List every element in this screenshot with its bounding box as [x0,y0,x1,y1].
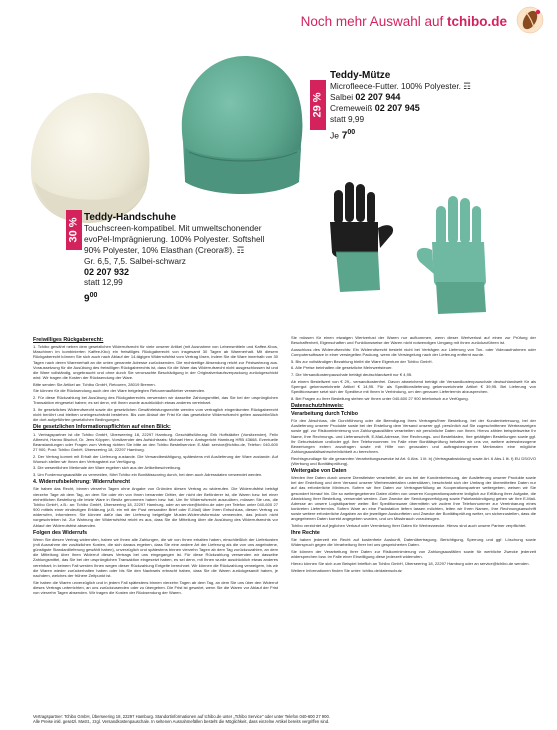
header-tagline[interactable] [301,14,507,29]
legal-paragraph: Wenn Sie diesen Vertrag widerrufen, haben wir Ihnen alle Zahlungen, die wir von Ihnen erhalten haben, einschließlich der Lieferkosten (mit Ausnahme der zusätzlichen Kosten, die sich daraus ergeben, dass Sie eine andere Art der Lieferung als die von uns angebotene, günstigste Standardlieferung gewählt haben), unverzüglich und spätestens binnen vierzehn Tagen ab dem Tag zurückzuzahlen, an dem die Mitteilung über Ihren Widerruf dieses Vertrags bei uns eingegangen ist. Für diese Rückzahlung verwenden wir dasselbe Zahlungsmittel, das Sie bei der ursprünglichen Transaktion eingesetzt haben, es sei denn, mit Ihnen wurde ausdrücklich etwas anderes vereinbart; in keinem Fall werden Ihnen wegen dieser Rückzahlung Entgelte berechnet. Wir können die Rückzahlung verweigern, bis wir die Waren wieder zurückerhalten haben oder bis Sie den Nachweis erbracht haben, dass Sie die Waren zurückgesandt haben, je nachdem, welches der frühere Zeitpunkt ist. [33,536,278,578]
legal-heading: Weitergabe von Daten [291,467,347,474]
legal-paragraph: Sie haben die Waren unverzüglich und in jedem Fall spätestens binnen vierzehn Tagen ab dem Tag, an dem Sie uns über den Widerruf dieses Vertrags unterrichten, an uns zurückzusenden oder zu übergeben. Die Frist ist gewahrt, wenn Sie die Waren vor Ablauf der Frist von vierzehn Tagen absenden. Wir tragen die Kosten der Rücksendung der Waren. [33,579,278,595]
legal-paragraph: 2. Für diese Rückzahlung bei Ausübung des Rückgaberechts verwenden wir dasselbe Zahlungsmittel, das Sie bei der ursprünglichen Transaktion eingesetzt haben; es sei denn, mit Ihnen wurde ausdrücklich etwas anderes vereinbart. [33,395,278,406]
gloves-desc-4: Gr. 6,5, 7,5. Salbei-schwarz [84,256,186,266]
legal-paragraph: 3. Die wesentlichen Merkmale der Ware ergeben sich aus der Artikelbeschreibung. [33,465,182,471]
legal-heading: 4. Widerrufsbelehrung: Widerrufsrecht [33,479,131,486]
legal-column-left [33,335,278,597]
gloves-article-number[interactable]: 02 207 932 [84,267,130,277]
legal-paragraph: Sie haben jederzeit ein Recht auf kostenfreie Auskunft, Datenübertragung, Berichtigung, Sperrung und ggf. Löschung sowie Widerspruch gegen die Verarbeitung Ihrer bei uns gespeicherten Daten. [291,537,536,548]
legal-paragraph: Sie haben das Recht, binnen vierzehn Tagen ohne Angabe von Gründen diesen Vertrag zu widerrufen. Die Widerrufsfrist beträgt vierzehn Tage ab dem Tag, an dem Sie oder ein von Ihnen benannter Dritter, der nicht der Beförderer ist, die Waren bzw. bei einer einheitlichen Bestellung die letzte Ware in Besitz genommen haben bzw. hat. Um Ihr Widerrufsrecht auszuüben, müssen Sie uns, die Tchibo GmbH, z.B.: an: Tchibo GmbH, Überseering 18, 22297 Hamburg, oder an service@tchibo.de oder per Telefon unter 040-600 27 900 mittels einer eindeutigen Erklärung (z.B. ein mit der Post versandter Brief oder E-Mail) über Ihren Entschluss, diesen Vertrag zu widerrufen, informieren. Sie können dafür das der Lieferung beigefügte Muster-Widerrufsformular verwenden, das jedoch nicht vorgeschrieben ist. Zur Wahrung der Widerrufsfrist reicht es aus, dass Sie die Mitteilung über die Ausübung des Widerrufsrechts vor Ablauf der Widerrufsfrist absenden. [33,486,278,528]
legal-heading: Folgen des Widerrufs [33,529,88,536]
cap-price: Je $7^{00}$ [330,129,356,142]
header-brand-link[interactable]: tchibo.de [447,14,507,29]
cap-discount-badge: 29 % [310,80,326,130]
legal-paragraph: 8. Bei Fragen zu Ihrer Bestellung stehen wir Ihnen unter 040-600 27 900 telefonisch zur Verfügung. [291,395,469,401]
product-area [0,40,557,332]
legal-column-right [291,335,536,574]
cap-variant-cream[interactable]: Cremeweiß 02 207 945 [330,103,420,113]
legal-heading: Die gesetzlichen Informationspflichten auf einen Blick: [33,424,171,431]
legal-paragraph: Hierzu können Sie sich zum Beispiel brieflich an Tchibo GmbH, Überseering 18, 22297 Hamburg oder an service@tchibo.de wenden. [291,560,530,566]
gloves-desc-2: evoPel-Imprägnierung. 100% Polyester. Softshell [84,234,265,244]
washing-icon: ☶ [236,245,245,255]
legal-paragraph: 1. Vertragspartner ist die Tchibo GmbH, Überseering 18, 22297 Hamburg. Geschäftsführung: Erik Hoffstädter (Vorsitzender), Felix Albrecht, Hanno Bischof, Dr. Jens Köppen. Vorsitzender des Aufsichtsrats: Michael Herz. Amtsgericht Hamburg HRB 43668. Eventuelle Beanstandungen oder Fragen zum Vertrag richten Sie bitte an den Tchibo Bestellservice: E-Mail: service@tchibo.de, Telefon: 040-600 27 900, Post: Tchibo GmbH, Überseering 18, 22297 Hamburg. [33,431,278,452]
legal-paragraph: 1. Tchibo gewährt neben dem gesetzlichen Widerrufsrecht für viele unserer Artikel (mit Ausnahme von Lebensmitteln und Kaffee-Kbos, Maschinen im kombinierten Kaffee-Kbo) ein freiwilliges Rückgaberecht von insgesamt 30 Tagen ab Warenerhalt. Mit diesem Rückgaberecht können Sie sich auch nach Ablauf der 14-tägigen Widerrufsfrist vom Vertrag lösen, indem Sie die Ware innerhalb von 30 Tagen nach deren Warenerhalt an die unten genannte Adresse zurücksenden. Die rechtzeitige Absendung reicht zur Fristwahrung aus. Voraussetzung für die Ausübung des freiwilligen Rückgaberechts ist, dass für die Ware das Widerrufsrecht nicht ausgeschlossen ist und die Ware vollständig, ungebraucht und ohne durch Sie verursachte Beschädigung in der Originalverkaufsverpackung zurückgeschickt wird. Wir tragen die Kosten der Rücksendung der Ware. [33,344,278,381]
legal-heading: Ihre Rechte [291,530,320,537]
sage-hat-image[interactable] [175,52,310,207]
legal-paragraph: 3. Ihr gesetzliches Widerrufsrecht sowie die gesetzlichen Gewährleistungsrechte werden vom vertraglich eingeräumten Rückgaberecht nicht berührt und bleiben uneingeschränkt bestehen. Bis zum Ablauf der Frist für das gesetzliche Widerrufsrecht gelten ausschließlich die dort aufgeführten gesetzlichen Bedingungen. [33,406,278,423]
legal-paragraph: Ab einem Bestellwert von € 29,- versandkostenfrei. Davon abweichend beträgt die Versandkostenpauschale deutschlandweit für als Sperrgut gekennzeichnete Artikel € 14,95. Für als Speditionslieferung gekennzeichnete Artikel € 39,95. Bei Lieferung von Speditionsware setzt sich der Spediteur mit Ihnen in Verbindung, um den genauen Liefertermin abzusprechen. [291,378,536,394]
cap-material: Microfleece-Futter. 100% Polyester. ☶ [330,81,471,91]
cap-old-price: statt 9,99 [330,114,365,124]
legal-paragraph: 7. Die Versandkostenpauschale beträgt deutschlandweit nur € 4,95. [291,371,413,377]
legal-paragraph: Sie müssen für einen etwaigen Wertverlust der Waren nur aufkommen, wenn dieser Wertverlust auf einen zur Prüfung der Beschaffenheit, Eigenschaften und Funktionsweise der Waren nicht notwendigen Umgang mit ihnen zurückzuführen ist. [291,335,536,346]
cap-info [330,70,550,141]
page-footer [33,714,533,724]
legal-paragraph: Für den Abschluss, die Durchführung oder die Beendigung Ihres Vertrages/Ihrer Bestellung, bei der Kundenbetreuung, bei der Auslieferung unserer Produkte sowie bei der Erstellung dem Versand unserer ggf. persönlich auf Sie zugeschnittenen Werbeanzeigen sowie ggf. zur Risikominimierung von Zahlungsausfällen verarbeiten wir persönliche Daten von Ihnen. Hierzu zählen beispielsweise Ihr Name, Ihre Rechnungs- und Lieferanschrift, E-Mail-Adresse, Ihre Rechnungs- und Bestelldaten, Ihre getätigten Bestellungen sowie ggf. Ihr Geburtsdatum und/oder ggf. Ihre Telefonnummer. Im Falle einer Bonitätsprüfung behalten wir uns vor, weitere adressbezogene Bewertungen extern anzufragen sowie mit Hilfe von geoscalen und auftragsbezogenen Merkmalen eine mögliche Zahlungsausfallwahrscheinlichkeit zu berechnen. [291,418,536,454]
gloves-image[interactable] [318,172,543,320]
legal-paragraph: 2. Der Vertrag kommt mit Erhalt der Lieferung zustande. Die Versandbestätigung, spätestens mit Auslieferung der Ware zustande. Auf Wunsch stellen wir Ihnen den Vertragstext zur Verfügung. [33,453,278,464]
legal-paragraph: Rechtsgrundlage für die genannten Verarbeitungszwecke ist Art. 6 Abs. 1 lit. b) (Vertragsabwicklung) sowie Art. 6 Abs.1 lit. f) EU DSGVO (Werbung und Bonitätsprüfung). [291,455,536,466]
legal-paragraph: Bitte senden Sie Artikel an: Tchibo GmbH, Retouren, 28019 Bremen. [33,381,156,387]
gloves-title: Teddy-Handschuhe [84,212,177,223]
legal-paragraph: 6. Alle Preise beinhalten die gesetzliche Mehrwertsteuer. [291,365,393,371]
cap-variant-sage[interactable]: Salbei 02 207 944 [330,92,401,102]
legal-text [33,335,536,715]
tchibo-bean-logo-icon [516,6,544,34]
legal-heading: Datenschutzhinweis: [291,402,344,409]
cap-title: Teddy-Mütze [330,70,391,81]
legal-paragraph: 5. Bis zur vollständigen Bezahlung bleibt die Ware Eigentum der Tchibo GmbH. [291,358,433,364]
legal-paragraph: 3. Um Fordernungsausfälle zu vermeiden, führt Tchibo ein Bonitätsscoring durch, bei dem auch Adressdaten verwendet werden. [33,472,263,478]
gloves-desc-1: Touchscreen-kompatibel. Mit umweltschonender [84,223,262,233]
gloves-discount-badge: 30 % [66,210,82,250]
gloves-price: $9^{00}$ [84,292,98,305]
gloves-info [84,212,316,304]
legal-paragraph: Weitere Informationen finden Sie unter: tchibo.de/datenschutz [291,567,402,573]
legal-heading: Freiwilliges Rückgaberecht: [33,337,104,343]
footer-line-1: Vertragspartner: Tchibo GmbH, Überseering 18, 22297 Hamburg. Standortinformationen auf tchibo.de unter „Tchibo Service" oder unter Telefon 040-600 27 900. [33,714,330,719]
washing-icon: ☶ [463,81,471,91]
gloves-old-price: statt 12,99 [84,277,123,287]
page-header [0,0,557,42]
legal-paragraph: Werden Ihre Daten durch unsere Dienstleister verarbeitet, die uns bei der Kundenbetreuung, der Auslieferung unserer Produkte sowie bei der Erstellung und dem Versand unserer Werbematerialien unterstützen, beschränkt sich der Umfang der übermittelten Daten nur auf das erforderliche Minimum. Sofern wir Ihre Daten zur Vertragserfüllung an Kooperationspartner weitergeben, weisen wir Sie gesondert hierauf hin. Die so weitergegebenen Daten dürfen von unseren Kooperationspartnern lediglich zur Erfüllung ihrer Aufgabe, die Abwicklung Ihrer Bestellung, verwendet werden. Zum Zwecke der Sendungsverfolgung sowie Paketankündigung geben wir Ihre E-Mail-Adresse an unsere Logistikpartner weiter. Bei Speditionsware übermitteln wir zudem Ihre Telefonnummer zur Vereinbarung eines konkreten Liefertermins. Sofern Ware an eine Packstation liefern lassen möchten, leiten wir Ihren Namen, Ihre Rechnungsanschrift sowie weitere erforderliche Angaben an die jeweiligen Auskunfteien und Zwecke der Bonitätsprüfung weiter, um sicherzustellen, dass die angegebenen Daten korrekt angegeben wurden, und um Missbrauch vorzubeugen. [291,475,536,522]
legal-heading: Verarbeitung durch Tchibo [291,410,359,417]
legal-paragraph: Sie können der Verarbeitung Ihrer Daten zur Risikominimierung von Zahlungsausfällen sowie für werbliche Zwecke jederzeit widersprechen bzw. im Falle einer Einwilligung diese jederzeit widerrufen. [291,549,536,560]
legal-paragraph: Ausschluss des Widerrufsrechts: Ein Widerrufsrecht besteht nicht bei Verträgen zur Lieferung von Ton- oder Videoaufnahmen oder Computersoftware in einer versiegelten Packung, wenn die Versiegelung nach der Lieferung entfernt wurde. [291,346,536,357]
footer-line-2: Alle Preise inkl. gesetzl. MwSt., zzgl. Versandkostenpauschale. In seltenen Ausnahmefällen besteht die Möglichkeit, dass einzelne Artikel bereits vergriffen sind. [33,719,330,725]
header-prefix: Noch mehr Auswahl auf [300,14,444,29]
gloves-desc-3: 90% Polyester, 10% Elasthan (Creora®). ☶ [84,245,245,255]
legal-paragraph: Sie können für die Rücksendung auch den der Ware beigelegten Retourenaufkleber verwenden. [33,388,206,394]
legal-paragraph: Tchibo verzichtet auf jeglichen Verkauf oder Vermietung Ihrer Daten für Werbezwecke. Hierzu sind auch unsere Partner verpflichtet. [291,523,527,528]
